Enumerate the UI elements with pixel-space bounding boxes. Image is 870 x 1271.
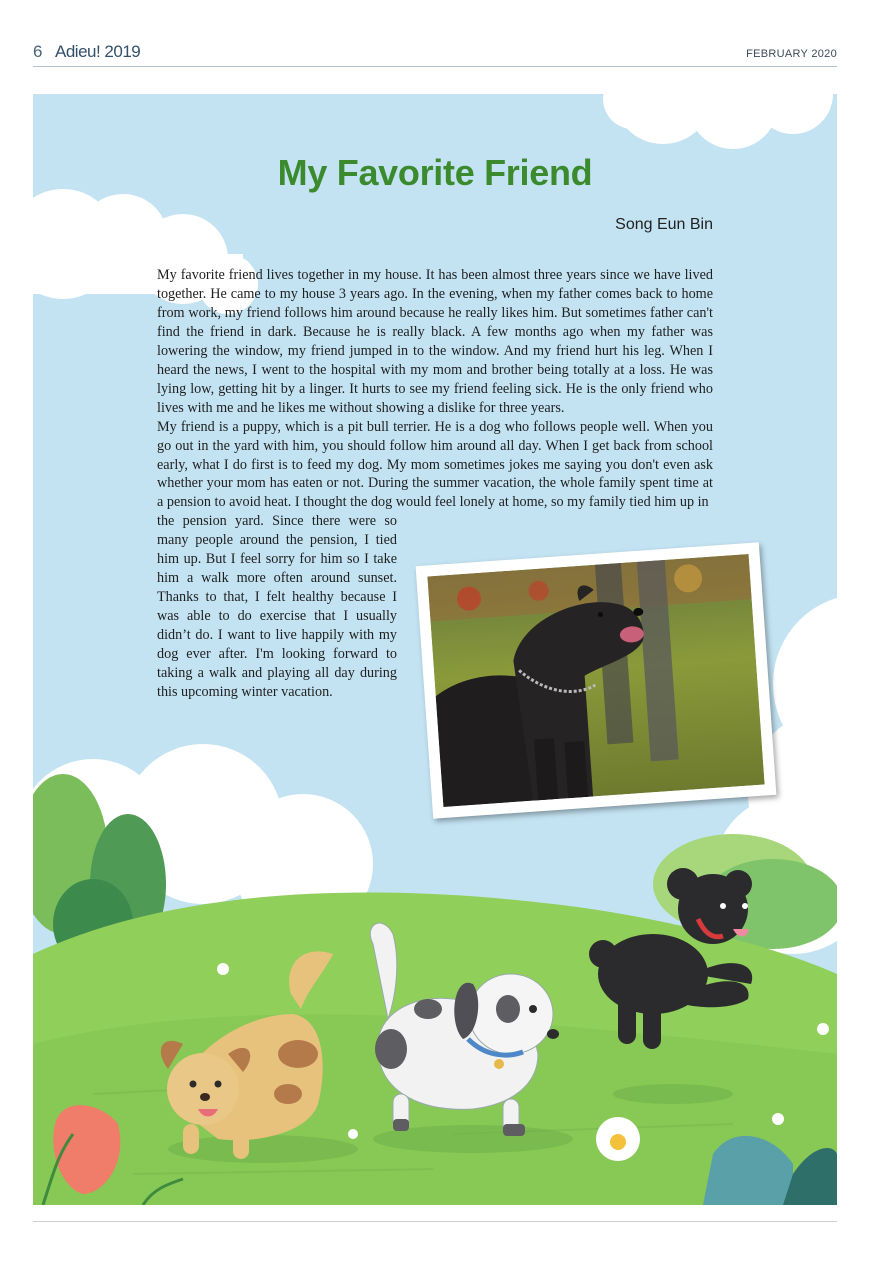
paragraph-1: My favorite friend lives together in my house. It has been almost three years since we have lived together. He came to my house 3 years ago. In the evening, when my father comes back to home from work, my friend follows him around because he really likes him. But sometimes father can't find the friend in dark. Because he is really black. A few months ago when my father was lowering the window, my friend jumped in to the window. And my friend hurt his leg. When I heard the news, I went to the hospital with my mom and brother being totally at a loss. He was lying low, getting hit by a linger. It hurts to see my friend feeling sick. He is the only friend who lives with me and he likes me without showing a dislike for three years. xyxy=(157,267,713,416)
paragraph-2-part-2: the pension yard. Since there were so many people around the pension, I tied him up. But I feel sorry for him so I take him a walk more often around sunset. Thanks to that, I felt healthy because I was able to do exercise that I usually didn’t do. I want to live happily with my dog ever after. I'm looking forward to taking a walk and playing all day during this upcoming winter vacation. xyxy=(157,513,397,700)
pit-bull-photo-image xyxy=(427,554,764,807)
dog-photo xyxy=(416,542,777,818)
article-author: Song Eun Bin xyxy=(615,216,713,233)
footer-rule xyxy=(33,1221,837,1222)
magazine-title: Adieu! 2019 xyxy=(55,42,141,61)
paragraph-2-part-1: My friend is a puppy, which is a pit bull terrier. He is a dog who follows people well. When you go out in the yard with him, you should follow him around all day. When I get back from school early, what I do first is to feed my dog. My mom sometimes jokes me saying you don't even ask whether your mom has eaten or not. During the summer vacation, the whole family spent time at a pension to avoid heat. I thought the dog would feel lonely at home, so my family tied him up in xyxy=(157,418,713,511)
article-panel xyxy=(33,94,837,1205)
page-number: 6 xyxy=(33,42,43,61)
issue-date: FEBRUARY 2020 xyxy=(746,48,837,60)
page-header xyxy=(33,40,837,67)
article-title: My Favorite Friend xyxy=(277,152,593,193)
